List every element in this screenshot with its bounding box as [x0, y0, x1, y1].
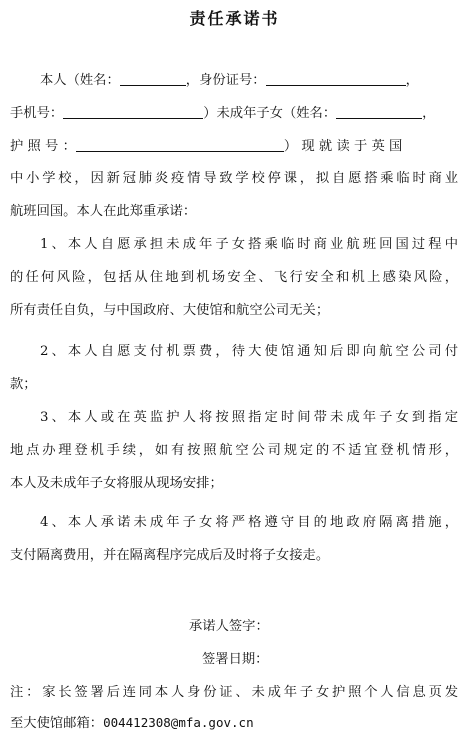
item-3-line-2: 地点办理登机手续，如有按照航空公司规定的不适宜登机情形，	[10, 443, 458, 458]
item-2-line-1: 2、本人自愿支付机票费，待大使馆通知后即向航空公司付	[40, 344, 458, 359]
document-title: 责任承诺书	[189, 9, 280, 28]
intro-line-1: 本人（姓名： ，身份证号： ，	[40, 73, 419, 88]
id-number-label: ，身份证号：	[185, 73, 266, 88]
phone-blank[interactable]	[63, 106, 203, 119]
item-3-line-1: 3、本人或在英监护人将按照指定时间带未成年子女到指定	[40, 410, 458, 425]
embassy-email-link[interactable]: 004412308@mfa.gov.cn	[103, 715, 254, 730]
email-label: 至大使馆邮箱：	[10, 716, 104, 731]
intro-line-5: 航班回国。本人在此郑重承诺：	[10, 204, 197, 219]
passport-label: 护 照 号 ：	[10, 139, 76, 154]
intro-line-3: 护 照 号 ： ） 现 就 读 于 英 国	[10, 139, 403, 154]
parent-name-blank[interactable]	[120, 73, 186, 86]
signing-date-label: 签署日期：	[202, 652, 269, 667]
item-1-line-2: 的任何风险，包括从住地到机场安全、飞行安全和机上感染风险，	[10, 270, 458, 285]
child-name-label: ）未成年子女（姓名：	[203, 106, 337, 121]
phone-label: 手机号：	[10, 106, 64, 121]
item-1-line-3: 所有责任自负，与中国政府、大使馆和航空公司无关；	[10, 303, 330, 318]
passport-blank[interactable]	[76, 139, 284, 152]
item-1-line-1: 1、本人自愿承担未成年子女搭乘临时商业航班回国过程中	[40, 237, 458, 252]
item-4-line-1: 4、本人承诺未成年子女将严格遵守目的地政府隔离措施，	[40, 515, 458, 530]
intro-line-4: 中小学校，因新冠肺炎疫情导致学校停课，拟自愿搭乘临时商业	[10, 171, 458, 186]
signer-signature-label: 承诺人签字：	[189, 619, 269, 634]
item-2-line-2: 款；	[10, 377, 37, 392]
note-line-2	[10, 714, 254, 733]
name-label: 本人（姓名：	[40, 73, 120, 88]
note-line-1: 注：家长签署后连同本人身份证、未成年子女护照个人信息页发	[10, 685, 458, 700]
item-3-line-3: 本人及未成年子女将服从现场安排；	[10, 476, 223, 491]
item-4-line-2: 支付隔离费用，并在隔离程序完成后及时将子女接走。	[10, 548, 330, 563]
id-number-blank[interactable]	[266, 73, 406, 86]
child-name-blank[interactable]	[336, 106, 422, 119]
intro-line-2: 手机号： ）未成年子女（姓名： ，	[10, 106, 436, 121]
